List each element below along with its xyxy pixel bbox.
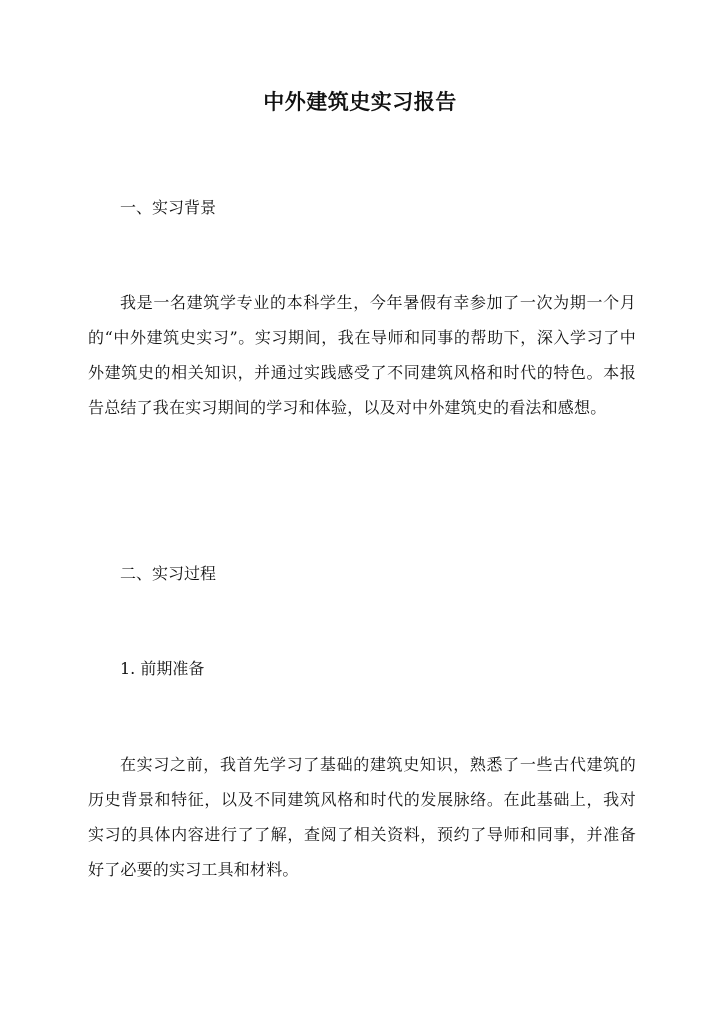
section-heading-background: 一、实习背景 <box>120 198 217 217</box>
section-heading-process: 二、实习过程 <box>120 564 217 583</box>
paragraph-preparation: 在实习之前，我首先学习了基础的建筑史知识，熟悉了一些古代建筑的历史背景和特征，以及不同建筑风格和时代的发展脉络。在此基础上，我对实习的具体内容进行了了解，查阅了相关资料，预约了导师和同事，并准备好了必要的实习工具和材料。 <box>88 755 636 879</box>
paragraph-background: 我是一名建筑学专业的本科学生，今年暑假有幸参加了一次为期一个月的“中外建筑史实习”。实习期间，我在导师和同事的帮助下，深入学习了中外建筑史的相关知识，并通过实践感受了不同建筑风格和时代的特色。本报告总结了我在实习期间的学习和体验，以及对中外建筑史的看法和感想。 <box>88 293 636 417</box>
document-title: 中外建筑史实习报告 <box>263 89 457 114</box>
subsection-heading-preparation: 1. 前期准备 <box>120 659 205 678</box>
